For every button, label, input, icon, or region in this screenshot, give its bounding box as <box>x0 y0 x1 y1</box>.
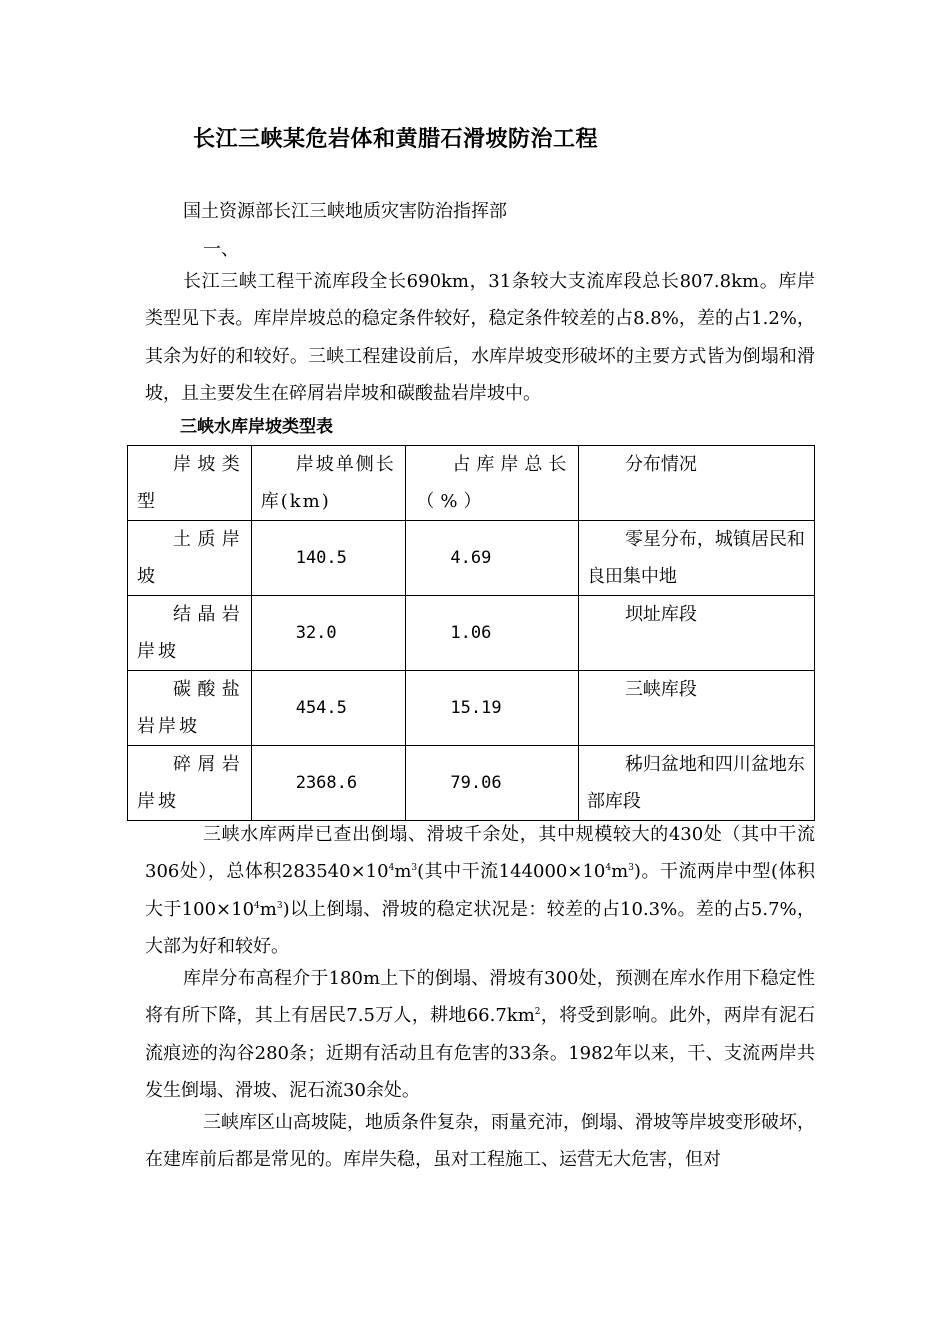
paragraph-2: 三峡水库两岸已查出倒塌、滑坡千余处，其中规模较大的430处（其中干流306处），总体积$283540\times 10^4m^3$(其中干流$144000\times 10^4m^3$)。干流两岸中型(体积大于$100\times 10^4m^3$)以上倒塌、滑坡的稳定状况是：较差的占10.3%。差的占5.7%，大部为好和较好。 <box>145 824 816 957</box>
paragraph-1: 长江三峡工程干流库段全长690km，31条较大支流库段总长807.8km。库岸类型见下表。库岸岸坡总的稳定条件较好，稳定条件较差的占8.8%，差的占1.2%，其余为好的和较好。三峡工程建设前后，水库岸坡变形破坏的主要方式皆为倒塌和滑坡，且主要发生在碎屑岩岸坡和碳酸盐岩岸坡中。 <box>145 271 815 404</box>
table-header-cell: 岸坡单侧长库(km) <box>251 446 406 521</box>
table-cell-distribution: 坝址库段 <box>578 596 814 671</box>
table-row <box>128 596 815 671</box>
table-cell-percent: 15.19 <box>406 671 579 746</box>
table-cell-length: 32.0 <box>251 596 406 671</box>
organization-line: 国土资源部长江三峡地质灾害防治指挥部 <box>183 201 507 222</box>
table-header-cell: 分布情况 <box>578 446 814 521</box>
table-cell-type: 土质岸坡 <box>128 521 252 596</box>
table-row <box>128 671 815 746</box>
table-cell-type: 碎屑岩岸坡 <box>128 746 252 821</box>
document-title: 长江三峡某危岩体和黄腊石滑坡防治工程 <box>193 127 599 152</box>
table-cell-distribution: 秭归盆地和四川盆地东部库段 <box>578 746 814 821</box>
table-cell-distribution: 零星分布，城镇居民和良田集中地 <box>578 521 814 596</box>
table-cell-distribution: 三峡库段 <box>578 671 814 746</box>
section-number: 一、 <box>203 239 239 260</box>
table-row <box>128 746 815 821</box>
table-cell-length: 140.5 <box>251 521 406 596</box>
paragraph-3: 库岸分布高程介于180m上下的倒塌、滑坡有300处，预测在库水作用下稳定性将有所下降，其上有居民7.5万人，耕地$66.7km^2$，将受到影响。此外，两岸有泥石流痕迹的沟谷280条；近期有活动且有危害的33条。1982年以来，干、支流两岸共发生倒塌、滑坡、泥石流30余处。 <box>145 968 816 1101</box>
table-header-cell: 岸坡类型 <box>128 446 252 521</box>
paragraph-4: 三峡库区山高坡陡，地质条件复杂，雨量充沛，倒塌、滑坡等岸坡变形破坏，在建库前后都是常见的。库岸失稳，虽对工程施工、运营无大危害，但对 <box>145 1112 815 1171</box>
table-cell-type: 结晶岩岸坡 <box>128 596 252 671</box>
table-cell-type: 碳酸盐岩岸坡 <box>128 671 252 746</box>
slope-type-table <box>127 445 815 821</box>
table-cell-percent: 79.06 <box>406 746 579 821</box>
table-header-row <box>128 446 815 521</box>
table-cell-percent: 1.06 <box>406 596 579 671</box>
table-cell-length: 454.5 <box>251 671 406 746</box>
table-cell-length: 2368.6 <box>251 746 406 821</box>
table-cell-percent: 4.69 <box>406 521 579 596</box>
table-row <box>128 521 815 596</box>
table-header-cell: 占库岸总长（%） <box>406 446 579 521</box>
table-caption: 三峡水库岸坡类型表 <box>180 417 333 437</box>
